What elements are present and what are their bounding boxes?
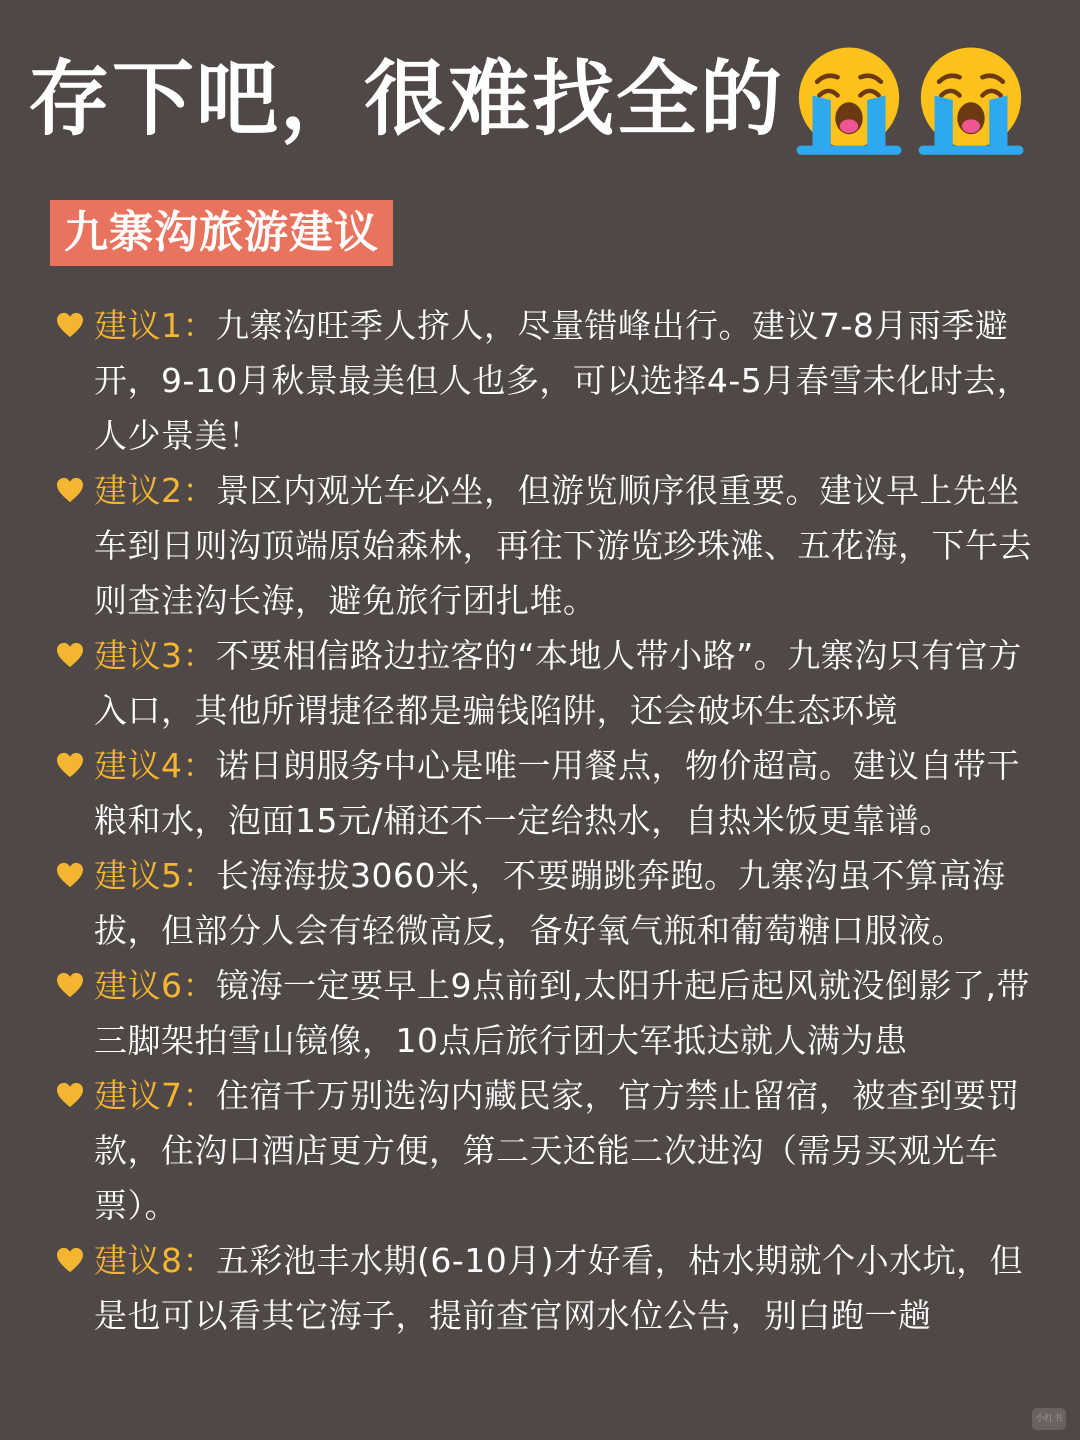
heart-icon [56,972,84,998]
page-title: 存下吧，很难找全的 [28,52,785,147]
tip-label: 建议8： [94,1241,216,1280]
heart-icon [56,752,84,778]
tip-text: 诺日朗服务中心是唯一用餐点，物价超高。建议自带干粮和水，泡面15元/桶还不一定给热水，自热米饭更靠谱。 [94,746,1020,840]
heart-icon [56,1247,84,1273]
tip-item [52,463,1032,628]
tip-text: 九寨沟旺季人挤人，尽量错峰出行。建议7-8月雨季避开，9-10月秋景最美但人也多，可以选择4-5月春雪未化时去，人少景美！ [94,306,1031,455]
tip-item [52,1233,1032,1343]
tip-item [52,848,1032,958]
tip-label: 建议3： [94,636,216,675]
watermark: 小红书 [1032,1408,1066,1430]
tip-text: 五彩池丰水期(6-10月)才好看，枯水期就个小水坑，但是也可以看其它海子，提前查官网水位公告，别白跑一趟 [94,1241,1024,1335]
tip-item [52,958,1032,1068]
crying-face-icon [914,43,1028,157]
tip-text: 景区内观光车必坐，但游览顺序很重要。建议早上先坐车到日则沟顶端原始森林，再往下游览珍珠滩、五花海，下午去则查洼沟长海，避免旅行团扎堆。 [94,471,1032,620]
tip-label: 建议5： [94,856,216,895]
tip-item [52,738,1032,848]
tip-text: 住宿千万别选沟内藏民家，官方禁止留宿，被查到要罚款，住沟口酒店更方便，第二天还能二次进沟（需另买观光车票）。 [94,1076,1020,1225]
heart-icon [56,477,84,503]
tip-label: 建议7： [94,1076,216,1115]
heart-icon [56,312,84,338]
title-row [28,40,1028,160]
heart-icon [56,642,84,668]
tip-label: 建议2： [94,471,216,510]
heart-icon [56,862,84,888]
tip-item [52,628,1032,738]
section-label: 九寨沟旅游建议 [50,200,393,266]
crying-face-icon [792,43,906,157]
tip-label: 建议4： [94,746,216,785]
tips-list [52,298,1032,1343]
tip-text: 镜海一定要早上9点前到,太阳升起后起风就没倒影了,带三脚架拍雪山镜像，10点后旅行团大军抵达就人满为患 [94,966,1030,1060]
tip-text: 长海海拔3060米，不要蹦跳奔跑。九寨沟虽不算高海拔，但部分人会有轻微高反，备好氧气瓶和葡萄糖口服液。 [94,856,1006,950]
tip-label: 建议1： [94,306,216,345]
tip-text: 不要相信路边拉客的“本地人带小路”。九寨沟只有官方入口，其他所谓捷径都是骗钱陷阱，还会破坏生态环境 [94,636,1022,730]
tip-item [52,298,1032,463]
tip-item [52,1068,1032,1233]
tip-label: 建议6： [94,966,216,1005]
heart-icon [56,1082,84,1108]
